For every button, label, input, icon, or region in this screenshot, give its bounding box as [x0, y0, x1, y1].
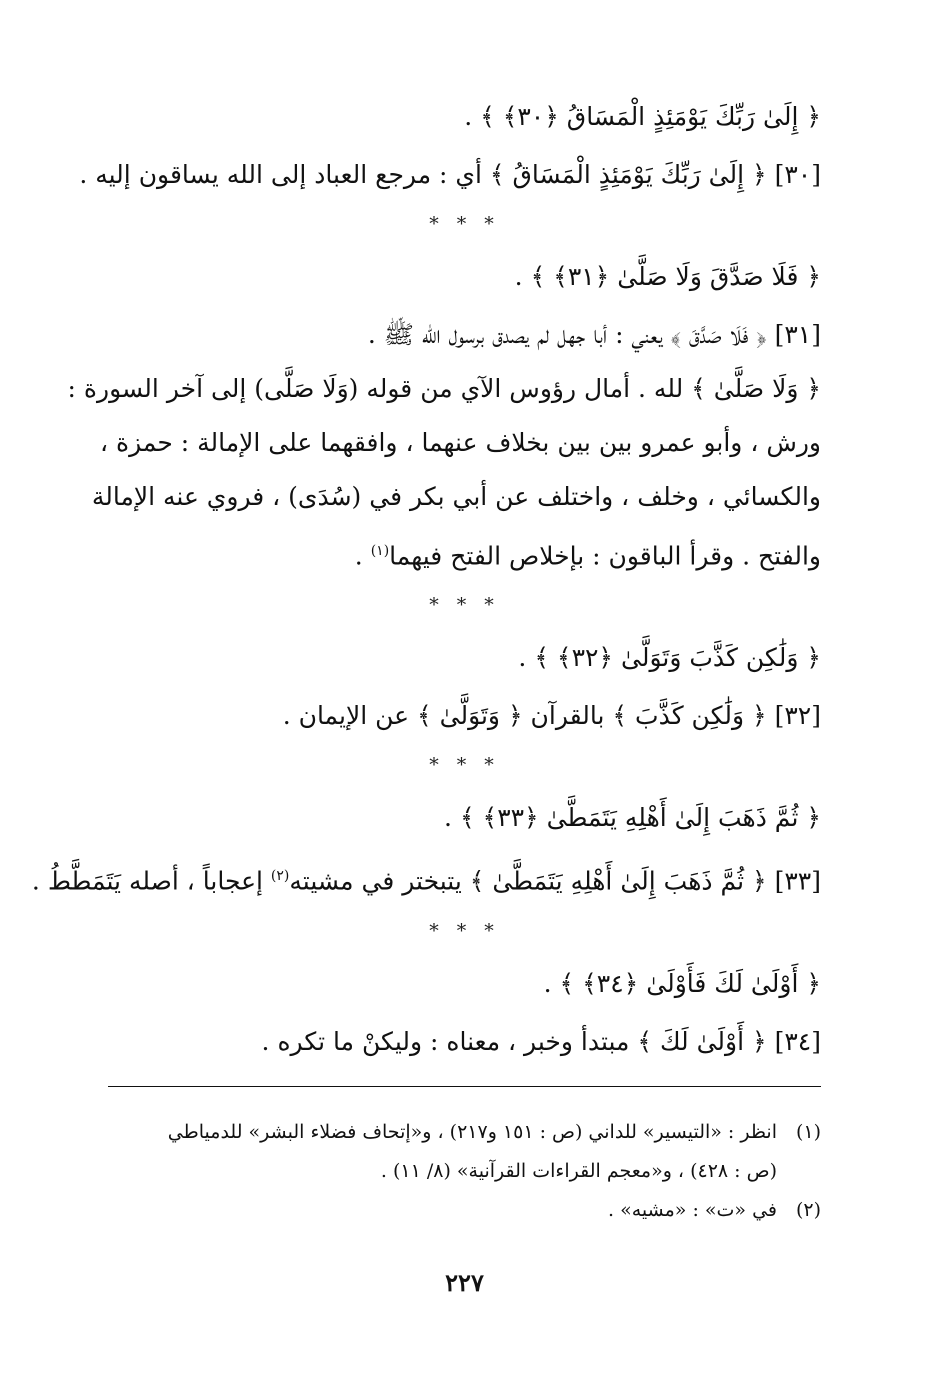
verse-33: ﴿ ثُمَّ ذَهَبَ إِلَىٰ أَهْلِهِ يَتَمَطَّىٰ ﴿٣٣﴾ ﴾ .: [444, 803, 821, 833]
tafsir-31-cont-3: والكسائي ، وخلف ، واختلف عن أبي بكر في (سُدَى) ، فروي عنه الإمالة: [91, 482, 821, 511]
footnote-1: [108, 1113, 821, 1152]
tafsir-33-text: [٣٣] ﴿ ثُمَّ ذَهَبَ إِلَىٰ أَهْلِهِ يَتَمَطَّىٰ ﴾ يتبختر في مشيته: [289, 866, 821, 896]
verse-32: ﴿ وَلَٰكِن كَذَّبَ وَتَوَلَّىٰ ﴿٣٢﴾ ﴾ .: [518, 643, 821, 673]
footnote-1-number: (١): [795, 1121, 821, 1143]
tafsir-31-cont-2: ورش ، وأبو عمرو بين بين بخلاف عنهما ، وافقهما على الإمالة : حمزة ،: [100, 428, 821, 457]
footnote-divider: [108, 1086, 821, 1087]
tafsir-30: [٣٠] ﴿ إِلَىٰ رَبِّكَ يَوْمَئِذٍ الْمَسَاقُ ﴾ أي : مرجع العباد إلى الله يساقون إليه .: [79, 160, 821, 189]
verse-34: ﴿ أَوْلَىٰ لَكَ فَأَوْلَىٰ ﴿٣٤﴾ ﴾ .: [543, 968, 821, 998]
tafsir-33-end: إعجاباً ، أصله يَتَمَطَّطُ .: [31, 866, 263, 896]
footnote-1-text: انظر : «التيسير» للداني (ص : ١٥١ و٢١٧) ، و«إتحاف فضلاء البشر» للدمياطي: [167, 1121, 777, 1143]
section-separator: * * *: [429, 594, 500, 617]
footnote-2-text: في «ت» : «مشيه» .: [608, 1199, 777, 1221]
tafsir-31-cont-4: [108, 524, 821, 583]
tafsir-33: [31, 849, 821, 908]
footnote-ref-1: (١): [370, 543, 390, 559]
tafsir-31-cont-4-end: .: [354, 541, 363, 571]
footnote-2-number: (٢): [795, 1199, 821, 1221]
footnote-2: [108, 1191, 821, 1230]
section-separator: * * *: [429, 213, 500, 235]
section-separator: * * *: [429, 919, 500, 942]
tafsir-32: [٣٢] ﴿ وَلَٰكِن كَذَّبَ ﴾ بالقرآن ﴿ وَتَوَلَّىٰ ﴾ عن الإيمان .: [282, 701, 821, 731]
tafsir-31-cont-1: ﴿ وَلَا صَلَّىٰ ﴾ لله . أمال رؤوس الآي من قوله (وَلَا صَلَّى) إلى آخر السورة :: [67, 374, 821, 403]
footnote-ref-2: (٢): [270, 868, 290, 885]
footnotes: [108, 1113, 821, 1230]
page-number: ٢٢٧: [445, 1268, 484, 1297]
tafsir-31-cont-4-text: والفتح . وقرأ الباقون : بإخلاص الفتح فيهما: [389, 541, 821, 571]
footnote-1-cont: (ص : ٤٢٨) ، و«معجم القراءات القرآنية» (٨/ ١١) .: [380, 1160, 777, 1182]
verse-30: ﴿ إِلَىٰ رَبِّكَ يَوْمَئِذٍ الْمَسَاقُ ﴿٣٠﴾ ﴾ .: [464, 102, 821, 131]
verse-31: ﴿ فَلَا صَدَّقَ وَلَا صَلَّىٰ ﴿٣١﴾ ﴾ .: [514, 262, 821, 291]
tafsir-31: [٣١] ﴿ فَلَا صَدَّقَ ﴾ يعني : أبا جهل لم يصدق برسول الله ﷺ .: [367, 320, 821, 349]
tafsir-34: [٣٤] ﴿ أَوْلَىٰ لَكَ ﴾ مبتدأ وخبر ، معناه : وليكنْ ما تكره .: [261, 1026, 821, 1056]
section-separator: * * *: [429, 754, 500, 777]
